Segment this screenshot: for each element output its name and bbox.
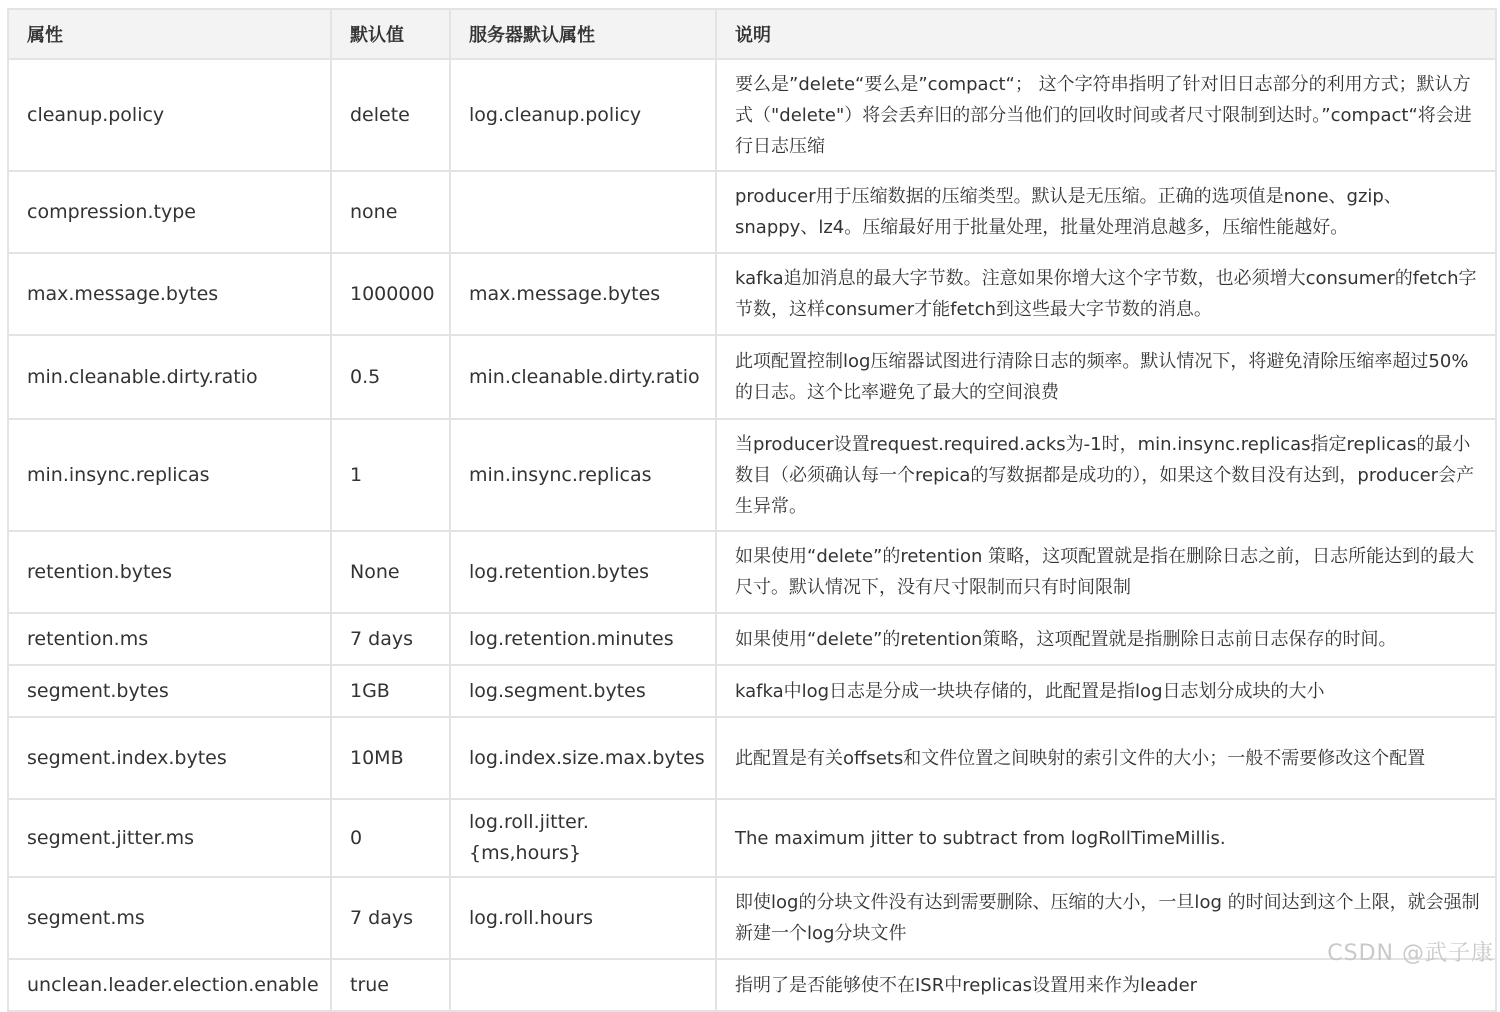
header-property: 属性 <box>8 9 331 59</box>
cell-default: 1 <box>331 419 450 531</box>
table-row <box>8 335 1496 419</box>
cell-server-default: log.roll.hours <box>450 877 716 959</box>
cell-description: The maximum jitter to subtract from logRollTimeMillis. <box>716 799 1496 877</box>
cell-server-default: max.message.bytes <box>450 253 716 335</box>
cell-property: min.cleanable.dirty.ratio <box>8 335 331 419</box>
config-table-container <box>7 8 1495 1012</box>
table-row <box>8 665 1496 717</box>
cell-default: 0.5 <box>331 335 450 419</box>
cell-property: segment.bytes <box>8 665 331 717</box>
header-description: 说明 <box>716 9 1496 59</box>
cell-default: 7 days <box>331 613 450 665</box>
table-row <box>8 531 1496 613</box>
cell-server-default <box>450 171 716 253</box>
cell-default: none <box>331 171 450 253</box>
cell-default: true <box>331 959 450 1011</box>
cell-description: 如果使用“delete”的retention 策略，这项配置就是指在删除日志之前，日志所能达到的最大尺寸。默认情况下，没有尺寸限制而只有时间限制 <box>716 531 1496 613</box>
table-row <box>8 877 1496 959</box>
table-row <box>8 171 1496 253</box>
cell-property: min.insync.replicas <box>8 419 331 531</box>
table-row <box>8 959 1496 1011</box>
cell-description: 当producer设置request.required.acks为-1时，min.insync.replicas指定replicas的最小数目（必须确认每一个repica的写数据都是成功的），如果这个数目没有达到，producer会产生异常。 <box>716 419 1496 531</box>
header-default-value: 默认值 <box>331 9 450 59</box>
cell-default: 1000000 <box>331 253 450 335</box>
cell-description: 如果使用“delete”的retention策略，这项配置就是指删除日志前日志保存的时间。 <box>716 613 1496 665</box>
cell-property: cleanup.policy <box>8 59 331 171</box>
cell-server-default: log.segment.bytes <box>450 665 716 717</box>
cell-property: retention.bytes <box>8 531 331 613</box>
cell-property: retention.ms <box>8 613 331 665</box>
cell-property: max.message.bytes <box>8 253 331 335</box>
table-row <box>8 717 1496 799</box>
table-row <box>8 253 1496 335</box>
cell-server-default: min.insync.replicas <box>450 419 716 531</box>
table-row <box>8 59 1496 171</box>
table-row <box>8 613 1496 665</box>
cell-server-default: log.retention.bytes <box>450 531 716 613</box>
cell-description: 即使log的分块文件没有达到需要删除、压缩的大小，一旦log 的时间达到这个上限，就会强制新建一个log分块文件 <box>716 877 1496 959</box>
cell-default: 0 <box>331 799 450 877</box>
cell-description: 此配置是有关offsets和文件位置之间映射的索引文件的大小；一般不需要修改这个配置 <box>716 717 1496 799</box>
cell-description: producer用于压缩数据的压缩类型。默认是无压缩。正确的选项值是none、gzip、snappy、lz4。压缩最好用于批量处理，批量处理消息越多，压缩性能越好。 <box>716 171 1496 253</box>
cell-default: None <box>331 531 450 613</box>
cell-property: compression.type <box>8 171 331 253</box>
cell-description: kafka中log日志是分成一块块存储的，此配置是指log日志划分成块的大小 <box>716 665 1496 717</box>
cell-server-default: log.cleanup.policy <box>450 59 716 171</box>
csdn-watermark: CSDN @武子康 <box>1327 941 1494 966</box>
table-row <box>8 799 1496 877</box>
cell-property: segment.jitter.ms <box>8 799 331 877</box>
cell-description: 要么是”delete“要么是”compact“； 这个字符串指明了针对旧日志部分的利用方式；默认方式（"delete"）将会丢弃旧的部分当他们的回收时间或者尺寸限制到达时。”compact“将会进行日志压缩 <box>716 59 1496 171</box>
cell-property: unclean.leader.election.enable <box>8 959 331 1011</box>
cell-server-default: log.roll.jitter.{ms,hours} <box>450 799 716 877</box>
cell-server-default: log.index.size.max.bytes <box>450 717 716 799</box>
kafka-topic-config-table <box>7 8 1497 1012</box>
cell-default: 7 days <box>331 877 450 959</box>
cell-property: segment.ms <box>8 877 331 959</box>
table-header-row <box>8 9 1496 59</box>
cell-property: segment.index.bytes <box>8 717 331 799</box>
cell-description: 此项配置控制log压缩器试图进行清除日志的频率。默认情况下，将避免清除压缩率超过50%的日志。这个比率避免了最大的空间浪费 <box>716 335 1496 419</box>
header-server-default: 服务器默认属性 <box>450 9 716 59</box>
cell-server-default: min.cleanable.dirty.ratio <box>450 335 716 419</box>
cell-server-default <box>450 959 716 1011</box>
cell-default: 1GB <box>331 665 450 717</box>
table-row <box>8 419 1496 531</box>
cell-default: 10MB <box>331 717 450 799</box>
cell-default: delete <box>331 59 450 171</box>
cell-description: 指明了是否能够使不在ISR中replicas设置用来作为leader <box>716 959 1496 1011</box>
cell-description: kafka追加消息的最大字节数。注意如果你增大这个字节数，也必须增大consumer的fetch字节数，这样consumer才能fetch到这些最大字节数的消息。 <box>716 253 1496 335</box>
cell-server-default: log.retention.minutes <box>450 613 716 665</box>
